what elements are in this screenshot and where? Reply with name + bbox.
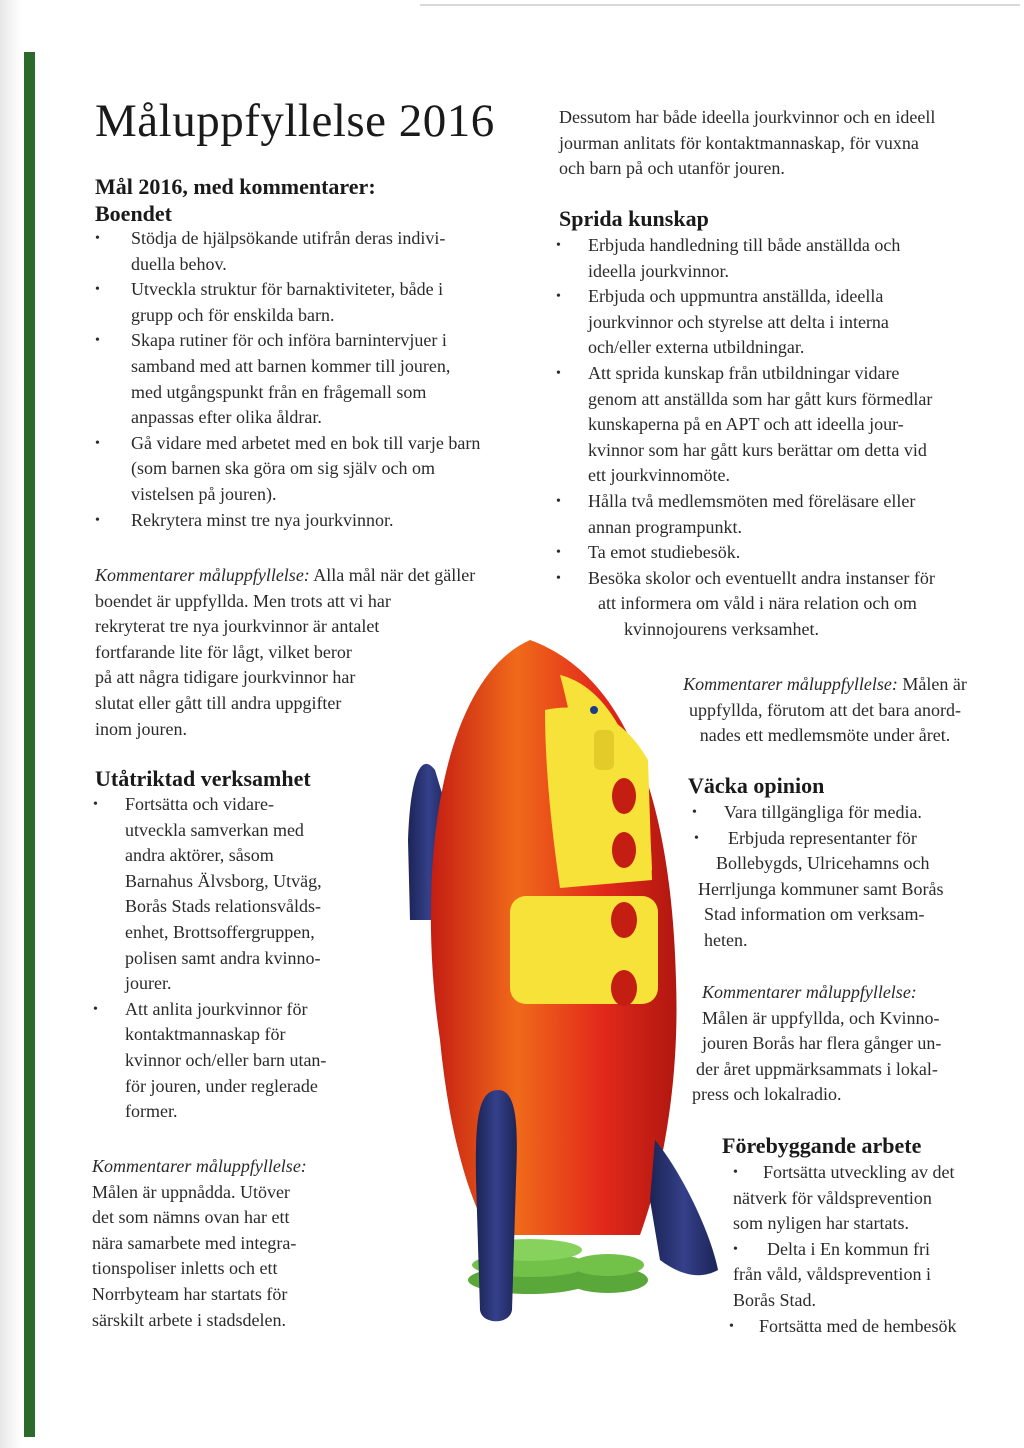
sidebar-green-bar	[24, 52, 35, 1437]
list-item: • Fortsätta utveckling av det nätverk för våldsprevention som nyligen har startats.	[733, 1162, 955, 1234]
list-boendet	[95, 226, 545, 533]
section-heading-utatriktad: Utåtriktad verksamhet	[95, 766, 311, 791]
rocket-window-4	[611, 970, 637, 1006]
goals-heading: Mål 2016, med kommentarer:	[95, 174, 376, 199]
list-item: • Vara tillgängliga för media.	[692, 802, 922, 822]
list-item: • Erbjuda och uppmuntra anställda, ideella jourkvinnor och styrelse att delta i interna och/eller externa utbildningar.	[556, 286, 889, 358]
list-item: • Gå vidare med arbetet med en bok till varje barn (som barnen ska göra om sig själv och om vistelsen på jouren).	[95, 432, 481, 504]
list-item: • Att anlita jourkvinnor för kontaktmannaskap för kvinnor och/eller barn utan- för jouren, under reglerade former.	[93, 998, 327, 1122]
section-heading-vacka: Väcka opinion	[688, 773, 825, 798]
section-heading-boendet: Boendet	[95, 201, 172, 226]
comment-vacka: Kommentarer måluppfyllelse: Målen är uppfyllda, och Kvinno- jouren Borås har flera gånger un- der året uppmärksammats i lokal- press och lokalradio.	[692, 982, 942, 1105]
list-item: • Fortsätta med de hembesök	[729, 1315, 957, 1336]
list-item: • Erbjuda representanter för Bollebygds, Ulricehamns och Herrljunga kommuner samt Borås Stad information om verksam- heten.	[694, 827, 944, 950]
section-heading-sprida: Sprida kunskap	[559, 206, 709, 231]
scan-edge	[0, 0, 22, 1448]
list-item: • Erbjuda handledning till både anställda och ideella jourkvinnor.	[556, 235, 901, 281]
rocket-fin-right	[650, 1140, 718, 1275]
list-utatriktad	[93, 792, 393, 1125]
list-forebyggande	[729, 1160, 1013, 1339]
list-item: • Utveckla struktur för barnaktiviteter, både i grupp och för enskilda barn.	[95, 279, 444, 325]
list-item: • Stödja de hjälpsökande utifrån deras indivi- duella behov.	[95, 228, 446, 274]
list-item: • Rekrytera minst tre nya jourkvinnor.	[95, 509, 394, 530]
intro-paragraph: Dessutom har både ideella jourkvinnor och en ideell jourman anlitats för kontaktmannaskap, för vuxna och barn på och utanför jouren.	[559, 107, 936, 179]
list-item: • Hålla två medlemsmöten med föreläsare eller annan programpunkt.	[556, 490, 916, 537]
list-item: • Delta i En kommun fri från våld, våldsprevention i Borås Stad.	[733, 1238, 931, 1310]
list-item: • Att sprida kunskap från utbildningar vidare genom att anställda som har gått kurs förmedlar kunskaperna på en APT och att ideella jour- kvinnor som har gått kurs berättar om detta vid ett jourkvinnomöte.	[556, 362, 933, 486]
rocket-window-3	[611, 902, 637, 938]
rocket-speaker-grille	[594, 730, 614, 770]
rocket-window-2	[612, 832, 636, 868]
rocket-window-1	[612, 778, 636, 814]
rocket-fin-front	[476, 1090, 517, 1321]
comment-boendet: Kommentarer måluppfyllelse: Alla mål när det gäller boendet är uppfyllda. Men trots att vi har rekryterat tre nya jourkvinnor är antalet fortfarande lite för lågt, vilket beror på att några tidigare jourkvinnor har slutat eller gått till andra uppgifter inom jouren.	[95, 565, 476, 739]
section-heading-forebyggande: Förebyggande arbete	[722, 1133, 922, 1158]
list-sprida	[556, 233, 1006, 643]
comment-utatriktad: Kommentarer måluppfyllelse: Målen är uppnådda. Utöver det som nämns ovan har ett nära samarbete med integra- tionspoliser inletts och ett Norrbyteam har startats för särskilt arbete i stadsdelen.	[92, 1156, 307, 1330]
list-item: • Fortsätta och vidare- utveckla samverkan med andra aktörer, såsom Barnahus Älvsborg, Utväg, Borås Stads relationsvålds- enhet, Brottsoffergruppen, polisen samt andra kvinno- jourer.	[93, 794, 322, 994]
page-title: Måluppfyllelse 2016	[95, 95, 495, 147]
list-item: • Skapa rutiner för och införa barnintervjuer i samband med att barnen kommer till jouren, med utgångspunkt från en frågemall som anpassas efter olika åldrar.	[95, 330, 451, 428]
list-item: • Besöka skolor och eventuellt andra instanser för att informera om våld i nära relation och om kvinnojourens verksamhet.	[556, 567, 935, 639]
scan-top-rule	[420, 4, 1020, 6]
comment-sprida: Kommentarer måluppfyllelse: Målen är uppfyllda, förutom att det bara anord- nades ett medlemsmöte under året.	[683, 674, 967, 746]
list-item: • Ta emot studiebesök.	[556, 542, 741, 563]
list-vacka	[692, 800, 992, 954]
